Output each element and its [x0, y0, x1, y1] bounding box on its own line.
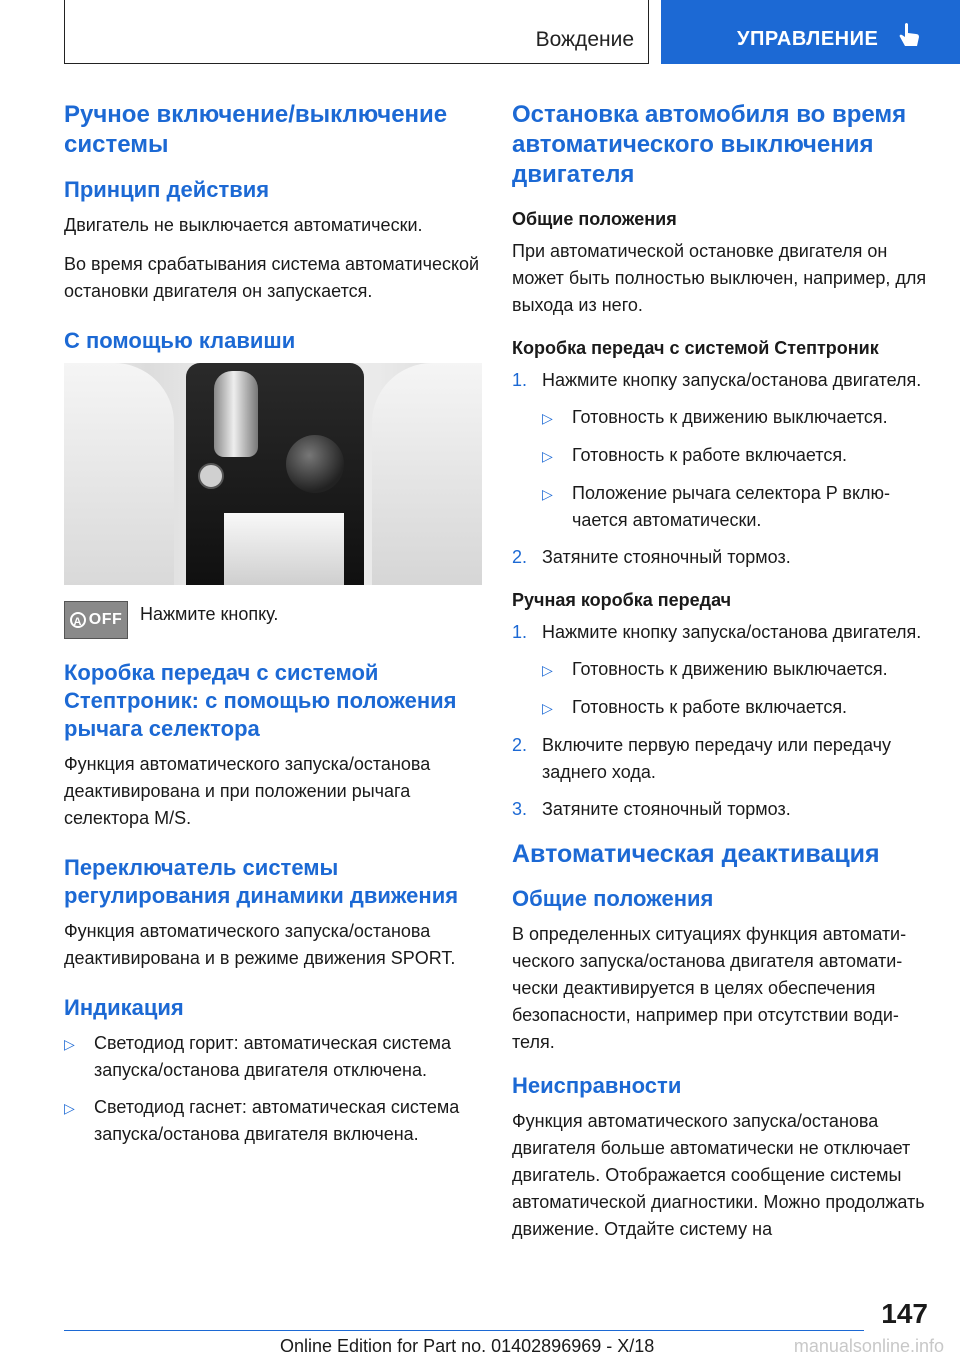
controller-knob	[286, 435, 344, 493]
text-steptronic-lever: Функция автоматического запуска/останова деактивирована и при положении рычага селектора M/S.	[64, 754, 431, 828]
text-principle-2: Во время срабатывания система автоматической остановки двигателя он запускается.	[64, 254, 480, 301]
footer-watermark: manualsonline.info	[793, 1336, 944, 1356]
header-section-title: Вождение	[535, 28, 634, 51]
triangle-bullet-icon: ▷	[542, 448, 553, 464]
list-item: ▷ Светодиод горит: автоматическая система запуска/останова двигателя отключена.	[64, 1030, 482, 1084]
footer-edition: Online Edition for Part no. 01402896969 - X/18	[280, 1336, 655, 1356]
list-item: 1. Нажмите кнопку запуска/останова двигателя.	[512, 370, 922, 390]
text-driving-dynamics: Функция автоматического запуска/останова деактивирована и в режиме движения SPORT.	[64, 921, 456, 968]
triangle-bullet-icon: ▷	[542, 486, 553, 502]
list-item: ▷ Готовность к движению выключается.	[542, 656, 932, 684]
key-press-row	[64, 601, 482, 639]
text-faults: Функция автоматического запуска/останова двигателя больше автоматически не отключает двигатель. Отображается сообщение системы автоматической диагностики. Можно продолжать движение. Отдайте систему на	[512, 1111, 925, 1239]
heading-stop-vehicle: Остановка автомобиля во время автоматического выключения двигателя	[512, 101, 907, 188]
heading-steptronic-lever: Коробка передач с системой Стептроник: с помощью положения рычага селектора	[64, 660, 457, 741]
heading-faults: Неисправности	[512, 1073, 682, 1098]
list-item: 2. Включите первую передачу или передачу заднего хода.	[512, 735, 891, 782]
footer-divider	[64, 1330, 864, 1331]
console-tray	[224, 513, 344, 585]
heading-manual-gearbox: Ручная коробка передач	[512, 590, 732, 610]
heading-key: С помощью клавиши	[64, 328, 296, 353]
seat-left	[64, 363, 174, 585]
page-number: 147	[881, 1298, 928, 1329]
triangle-bullet-icon: ▷	[64, 1036, 75, 1052]
heading-steptronic: Коробка передач с системой Стептроник	[512, 338, 879, 358]
list-item: 2. Затяните стояночный тормоз.	[512, 547, 791, 567]
text-general: При автоматической остановке двигателя он может быть полностью выключен, например, для выхода из него.	[512, 241, 927, 315]
key-press-text: Нажмите кнопку.	[140, 604, 279, 624]
gear-selector-lever	[214, 371, 258, 457]
triangle-bullet-icon: ▷	[542, 662, 553, 678]
heading-driving-dynamics: Переключатель системы регулирования динамики движения	[64, 855, 459, 908]
list-item: ▷ Готовность к движению выключается.	[542, 404, 932, 432]
start-stop-button	[198, 463, 224, 489]
triangle-bullet-icon: ▷	[64, 1100, 75, 1116]
left-column	[64, 100, 482, 1158]
list-item: ▷ Положение рычага селектора P включается автоматически.	[542, 480, 932, 534]
heading-principle: Принцип действия	[64, 177, 270, 202]
header-chapter-tab	[661, 0, 960, 64]
list-item: 1. Нажмите кнопку запуска/останова двигателя.	[512, 622, 922, 642]
list-item: 3. Затяните стояночный тормоз.	[512, 799, 791, 819]
heading-general: Общие положения	[512, 209, 677, 229]
triangle-bullet-icon: ▷	[542, 700, 553, 716]
console-photo	[64, 363, 482, 585]
heading-indication: Индикация	[64, 995, 184, 1020]
auto-start-stop-off-icon: A OFF	[64, 601, 128, 639]
list-item: ▷ Светодиод гаснет: автоматическая система запуска/останова двигателя включена.	[64, 1094, 482, 1148]
text-general-2: В определенных ситуациях функция автоматического запуска/останова двигателя автоматически деактивируется в целях обеспечения безопасности, например при отсутствии водителя.	[512, 924, 907, 1052]
heading-auto-deactivation: Автоматическая деактивация	[512, 840, 880, 868]
header-section-box	[64, 0, 649, 64]
list-item: ▷ Готовность к работе включается.	[542, 694, 932, 722]
list-item: ▷ Готовность к работе включается.	[542, 442, 932, 470]
seat-right	[372, 363, 482, 585]
text-principle-1: Двигатель не выключается автоматически.	[64, 215, 423, 235]
heading-manual: Ручное включение/выключение системы	[64, 101, 448, 158]
triangle-bullet-icon: ▷	[542, 410, 553, 426]
heading-general-2: Общие положения	[512, 886, 714, 911]
right-column	[512, 100, 932, 1255]
header-chapter-label: УПРАВЛЕНИЕ	[737, 28, 879, 50]
hand-pointer-icon	[897, 22, 921, 50]
